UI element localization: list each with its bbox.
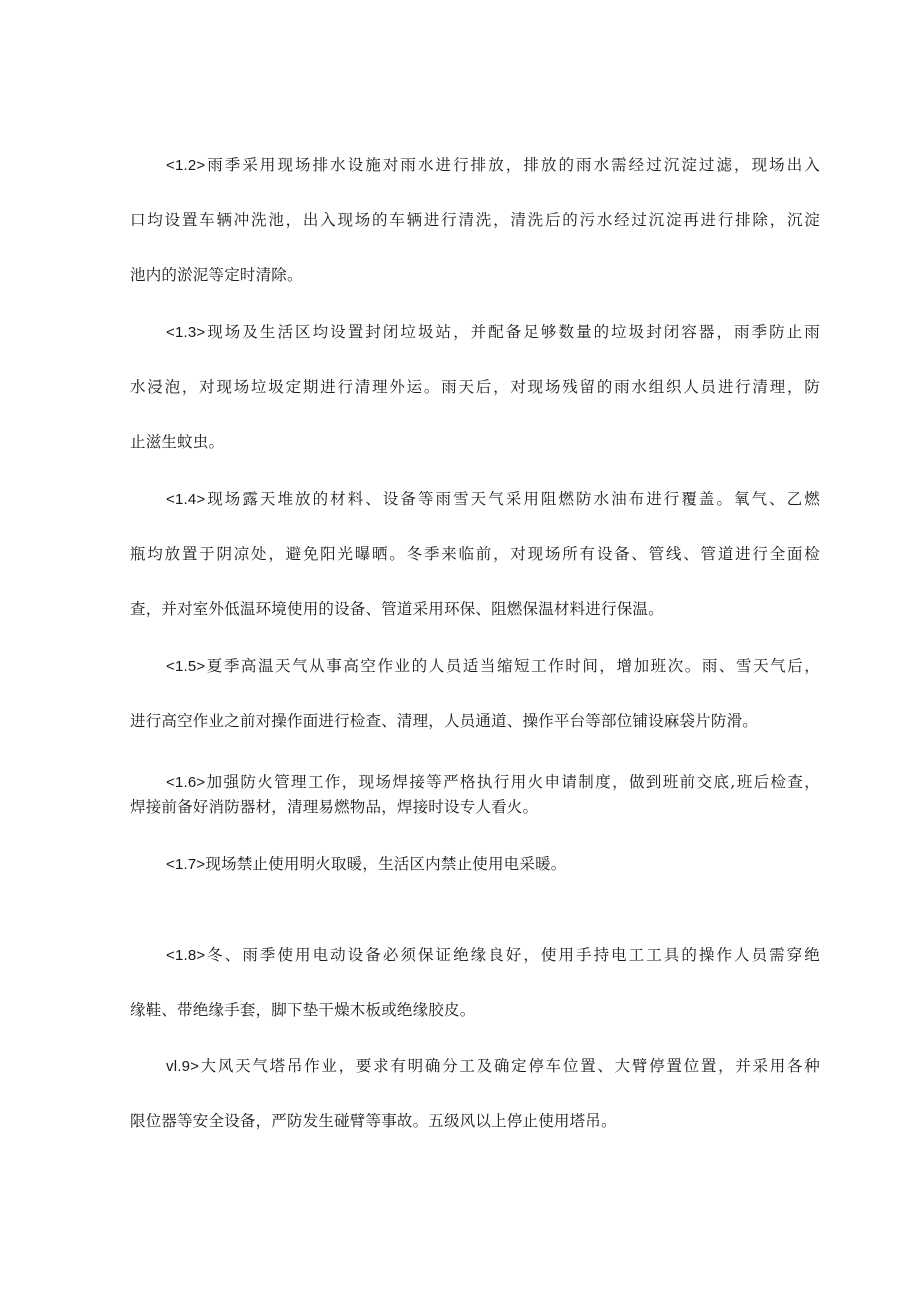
- paragraph-1-4-line-1: [166, 489, 820, 510]
- paragraph-text: 冬、雨季使用电动设备必须保证绝缘良好，使用手持电工工具的操作人员需穿绝: [205, 946, 820, 964]
- paragraph-1-3-line-3: 止滋生蚊虫。: [130, 433, 225, 451]
- paragraph-number: <1.4>: [166, 491, 206, 508]
- paragraph-1-5-line-1: [166, 656, 820, 677]
- paragraph-1-8-line-2: 缘鞋、带绝缘手套，脚下垫干燥木板或绝缘胶皮。: [130, 1001, 476, 1019]
- paragraph-1-3-line-2: 水浸泡，对现场垃圾定期进行清理外运。雨天后，对现场残留的雨水组织人员进行清理，防: [130, 378, 820, 396]
- paragraph-number: <1.2>: [166, 157, 206, 174]
- paragraph-text: 夏季高温天气从事高空作业的人员适当缩短工作时间，增加班次。雨、雪天气后，: [205, 657, 820, 675]
- paragraph-text: 现场禁止使用明火取暖，生活区内禁止使用电采暖。: [205, 855, 567, 873]
- paragraph-number: <1.6>: [166, 774, 206, 791]
- paragraph-1-3-line-1: [166, 322, 820, 343]
- paragraph-1-2-line-2: 口均设置车辆冲洗池，出入现场的车辆进行清洗，清洗后的污水经过沉淀再进行排除，沉淀: [130, 211, 820, 229]
- paragraph-number: <1.3>: [166, 324, 206, 341]
- paragraph-1-8-line-1: [166, 945, 820, 966]
- paragraph-text: 现场及生活区均设置封闭垃圾站，并配备足够数量的垃圾封闭容器，雨季防止雨: [205, 323, 820, 341]
- paragraph-1-4-line-2: 瓶均放置于阴凉处，避免阳光曝晒。冬季来临前，对现场所有设备、管线、管道进行全面检: [130, 545, 820, 563]
- paragraph-number: vl.9>: [166, 1058, 200, 1075]
- paragraph-text: 加强防火管理工作，现场焊接等严格执行用火申请制度，做到班前交底,班后检查，: [205, 773, 820, 791]
- paragraph-number: <1.8>: [166, 947, 206, 964]
- paragraph-1-9-line-1: [166, 1056, 820, 1077]
- paragraph-text: 雨季采用现场排水设施对雨水进行排放，排放的雨水需经过沉淀过滤，现场出入: [205, 156, 820, 174]
- paragraph-text: 现场露天堆放的材料、设备等雨雪天气采用阻燃防水油布进行覆盖。氧气、乙燃: [205, 490, 820, 508]
- paragraph-1-6-line-2: 焊接前备好消防器材，清理易燃物品，焊接时设专人看火。: [130, 798, 539, 816]
- paragraph-1-5-line-2: 进行高空作业之前对操作面进行检查、清理，人员通道、操作平台等部位铺设麻袋片防滑。: [130, 712, 759, 730]
- paragraph-1-9-line-2: 限位器等安全设备，严防发生碰臂等事故。五级风以上停止使用塔吊。: [130, 1112, 617, 1130]
- paragraph-number: <1.7>: [166, 856, 206, 873]
- paragraph-1-7-line-1: [166, 854, 820, 875]
- paragraph-1-2-line-3: 池内的淤泥等定时清除。: [130, 266, 303, 284]
- paragraph-1-2-line-1: [166, 155, 820, 176]
- paragraph-text: 大风天气塔吊作业，要求有明确分工及确定停车位置、大臂停置位置，并采用各种: [199, 1057, 820, 1075]
- paragraph-1-4-line-3: 查，并对室外低温环境使用的设备、管道采用环保、阻燃保温材料进行保温。: [130, 600, 664, 618]
- paragraph-1-6-line-1: [166, 772, 820, 793]
- paragraph-number: <1.5>: [166, 658, 206, 675]
